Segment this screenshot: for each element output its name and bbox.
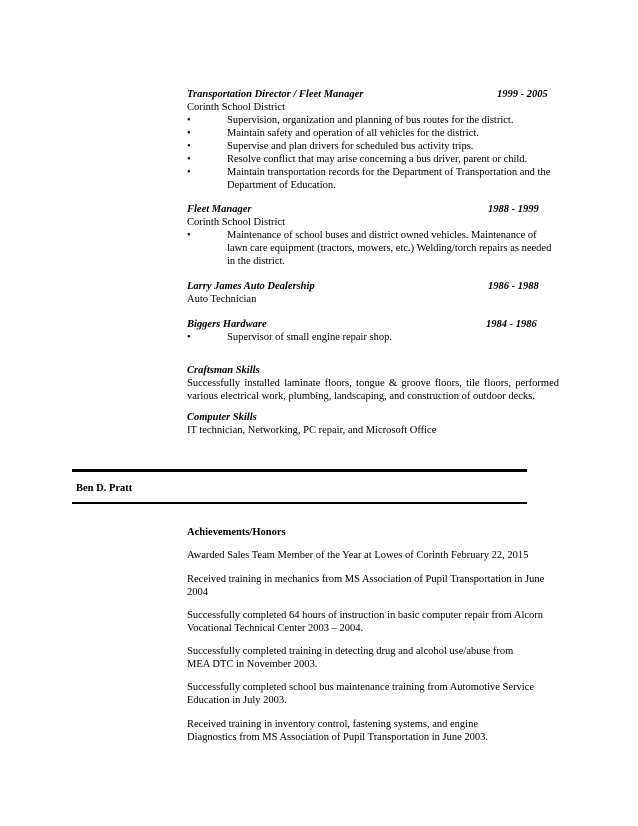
job-title: Transportation Director / Fleet Manager [187, 89, 364, 100]
achievement-item: Awarded Sales Team Member of the Year at Lowes of Corinth February 22, 2015 [187, 550, 529, 561]
job-title: Fleet Manager [187, 204, 252, 215]
bullet-icon: • [187, 128, 191, 139]
job-organization: Auto Technician [187, 294, 257, 305]
divider-bottom [72, 502, 527, 504]
achievement-item: Received training in mechanics from MS Association of Pupil Transportation in June 2004 [187, 574, 545, 599]
bullet-icon: • [187, 115, 191, 126]
job-header [187, 280, 559, 293]
divider-top [72, 469, 527, 472]
achievements-title-wrap [187, 526, 559, 539]
bullet-item: • Supervision, organization and planning of bus routes for the district. [187, 115, 514, 126]
bullet-item: • Resolve conflict that may arise concerning a bus driver, parent or child. [187, 154, 528, 165]
skills-text: IT technician, Networking, PC repair, and Microsoft Office [187, 425, 437, 437]
job-entry [187, 203, 559, 268]
section-title: Craftsman Skills [187, 365, 260, 376]
person-name: Ben D. Pratt [76, 483, 133, 494]
bullet-icon: • [187, 141, 191, 152]
job-dates: 1986 - 1988 [488, 281, 539, 292]
skills-text: Successfully installed laminate floors, tongue & groove floors, tile floors, performed various electrical work, plumbing, landscaping, and construction of outdoor decks. [187, 378, 559, 403]
bullet-icon: • [187, 154, 191, 165]
achievement-item: Successfully completed training in detecting drug and alcohol use/abuse from MEA DTC in November 2003. [187, 646, 514, 671]
job-title: Biggers Hardware [187, 319, 267, 330]
job-organization: Corinth School District [187, 102, 285, 113]
bullet-icon: • [187, 230, 191, 241]
job-title: Larry James Auto Dealership [187, 281, 315, 292]
job-header [187, 88, 559, 101]
achievement-item: Received training in inventory control, fastening systems, and engine Diagnostics from MS Association of Pupil Transportation in June 2003. [187, 719, 489, 744]
achievement-item: Successfully completed 64 hours of instruction in basic computer repair from Alcorn Vocational Technical Center 2003 – 2004. [187, 610, 544, 635]
bullet-item: • Maintain safety and operation of all vehicles for the district. [187, 128, 479, 139]
skills-section [187, 411, 559, 437]
job-dates: 1999 - 2005 [497, 89, 548, 100]
job-dates: 1984 - 1986 [486, 319, 537, 330]
job-entry [187, 318, 559, 344]
job-header [187, 318, 559, 331]
job-entry [187, 280, 559, 306]
bullet-item: • Maintenance of school buses and district owned vehicles. Maintenance of lawn care equipment (tractors, mowers, etc.) Welding/torch repairs as needed in the district. [187, 230, 552, 268]
job-header [187, 203, 559, 216]
achievement-item: Successfully completed school bus maintenance training from Automotive Service Education in July 2003. [187, 682, 534, 707]
bullet-icon: • [187, 167, 191, 178]
bullet-icon: • [187, 332, 191, 343]
section-title: Computer Skills [187, 412, 257, 423]
job-dates: 1988 - 1999 [488, 204, 539, 215]
job-organization: Corinth School District [187, 217, 285, 228]
skills-section [187, 364, 559, 403]
bullet-item: • Supervisor of small engine repair shop. [187, 332, 393, 343]
job-entry [187, 88, 559, 192]
achievements-title: Achievements/Honors [187, 527, 286, 538]
bullet-item: • Maintain transportation records for the Department of Transportation and the Department of Education. [187, 167, 551, 192]
bullet-item: • Supervise and plan drivers for scheduled bus activity trips. [187, 141, 474, 152]
